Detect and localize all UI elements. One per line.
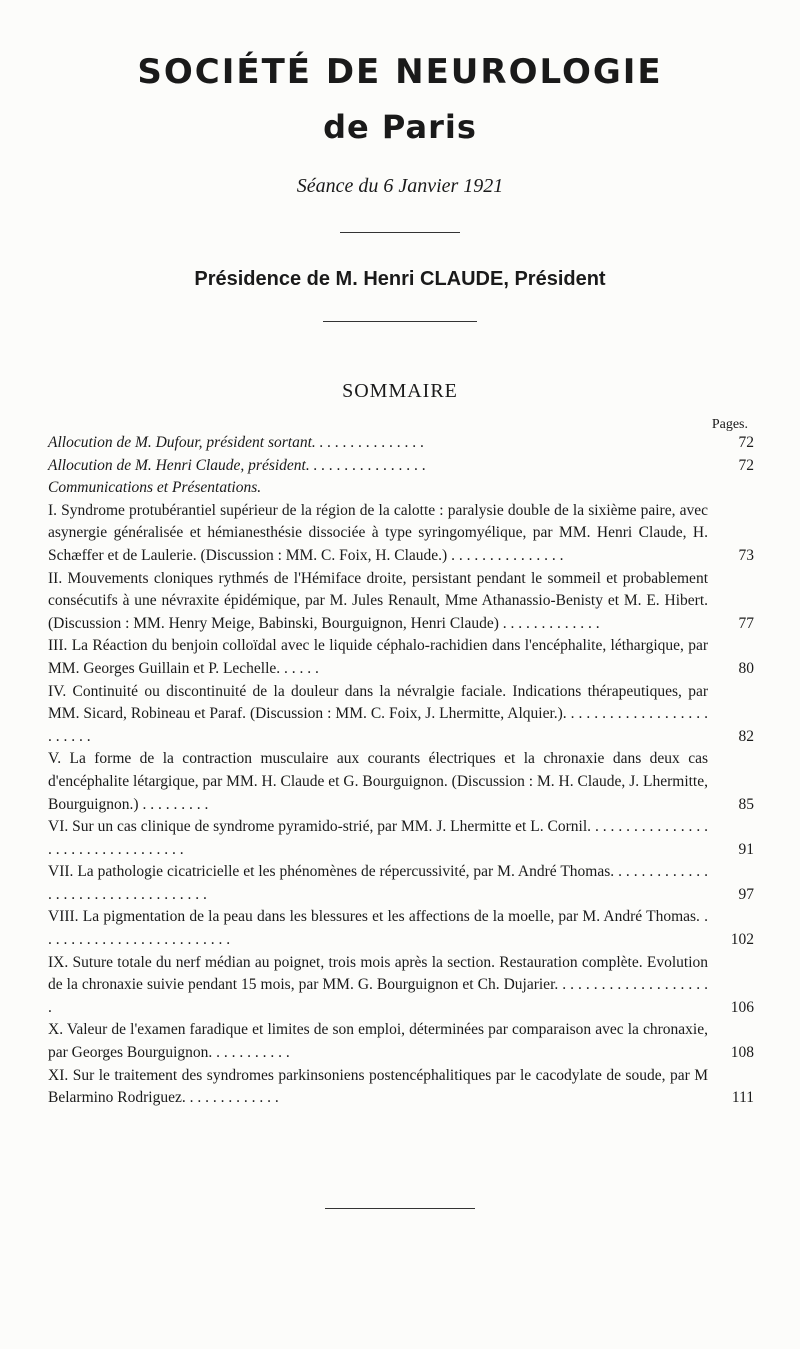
toc-entry [48,681,754,749]
toc-entry-page: 102 [730,931,754,949]
toc-entry-text: Allocution de M. Henri Claude, président. . . . . . . . . . . . . . . . [48,456,426,474]
summary-heading: SOMMAIRE [342,380,458,402]
toc-entry-text: VI. Sur un cas clinique de syndrome pyramido-strié, par MM. J. Lhermitte et L. Cornil. . . . . . . . . . . . . . . . . . . . . . . . . . . . . . . . . . [48,818,708,858]
toc-entry [48,748,754,816]
toc-entry [48,816,754,861]
toc-entry-page: 73 [738,546,754,564]
toc-entry-text: II. Mouvements cloniques rythmés de l'Hémiface droite, persistant pendant le sommeil et probablement consécutifs à une névraxite épidémique, par M. Jules Renault, Mme Athanassio-Benisty et M. E. Hibert. (Discussion : MM. Henry Meige, Babinski, Bourguignon, Henri Claude) . . . . . . . . . . . . . [48,569,708,632]
toc-entry-page: 108 [730,1044,754,1062]
toc-entry [48,635,754,680]
table-of-contents [48,432,754,1110]
toc-entry [48,432,754,455]
toc-entry-text: I. Syndrome protubérantiel supérieur de la région de la calotte : paralysie double de la sixième paire, avec asynergie généralisée et hémianesthésie dissociée à type syringomyélique, par MM. Henri Claude, H. Schæffer et de Laulerie. (Discussion : MM. C. Foix, H. Claude.) . . . . . . . . . . . . . . . [48,501,708,564]
society-title: SOCIÉTÉ DE NEUROLOGIE [137,52,663,92]
society-subtitle: de Paris [323,108,477,146]
toc-entry-page: 72 [738,434,754,451]
toc-entry-page: 80 [738,659,754,677]
presidency-line: Présidence de M. Henri CLAUDE, Président [194,268,606,290]
pages-column-label: Pages. [711,417,748,432]
toc-entry-page: 85 [738,795,754,813]
toc-entry [48,906,754,951]
toc-entry-text: XI. Sur le traitement des syndromes parkinsoniens postencéphalitiques par le cacodylate de soude, par M Belarmino Rodriguez. . . . . . . . . . . . . [48,1066,708,1107]
toc-entry [48,952,754,1020]
toc-section-heading [48,477,754,500]
toc-entry-text: VII. La pathologie cicatricielle et les phénomènes de répercussivité, par M. André Thomas. . . . . . . . . . . . . . . . . . . . . . . . . . . . . . . . . . [48,863,708,903]
toc-entry-page: 106 [730,998,754,1016]
toc-entry-text: III. La Réaction du benjoin colloïdal avec le liquide céphalo-rachidien dans l'encéphalite, léthargique, par MM. Georges Guillain et P. Lechelle. . . . . . [48,637,708,677]
toc-entry [48,1019,754,1064]
toc-entry-text: VIII. La pigmentation de la peau dans les blessures et les affections de la moelle, par M. André Thomas. . . . . . . . . . . . . . . . . . . . . . . . . . [48,908,708,949]
toc-entry-text: Allocution de M. Dufour, président sortant. . . . . . . . . . . . . . . [48,434,425,451]
divider-1 [340,232,460,233]
toc-entry-page: 72 [738,456,754,474]
toc-entry-page: 111 [731,1089,754,1107]
toc-entry [48,500,754,568]
toc-entry-page: 97 [738,885,754,903]
toc-entry-page: 82 [738,727,754,745]
toc-entry [48,455,754,478]
toc-entry [48,568,754,636]
toc-entry-page: 91 [738,840,754,858]
toc-entry-text: Communications et Présentations. [48,479,262,497]
toc-entry [48,1065,754,1110]
toc-entry-text: IX. Suture totale du nerf médian au poignet, trois mois après la section. Restauration complète. Evolution de la chronaxie suivie pendant 15 mois, par MM. G. Bourguignon et Ch. Dujarier. . . . . . . . . . . . . . . . . . . . . [48,953,708,1016]
toc-entry-page: 77 [738,614,754,632]
session-date: Séance du 6 Janvier 1921 [296,175,504,197]
divider-3 [325,1208,475,1209]
toc-entry [48,861,754,906]
divider-2 [323,321,477,322]
toc-entry-text: IV. Continuité ou discontinuité de la douleur dans la névralgie faciale. Indications thérapeutiques, par MM. Sicard, Robineau et Paraf. (Discussion : MM. C. Foix, J. Lhermitte, Alquier.). . . . . . . . . . . . . . . . . . . . . . . . . [48,682,708,745]
toc-entry-text: X. Valeur de l'examen faradique et limites de son emploi, déterminées par comparaison avec la chronaxie, par Georges Bourguignon. . . . . . . . . . . [48,1021,708,1062]
toc-entry-text: V. La forme de la contraction musculaire aux courants électriques et la chronaxie dans deux cas d'encéphalite létargique, par MM. H. Claude et G. Bourguignon. (Discussion : M. H. Claude, J. Lhermitte, Bourguignon.) . . . . . . . . . [48,750,708,813]
